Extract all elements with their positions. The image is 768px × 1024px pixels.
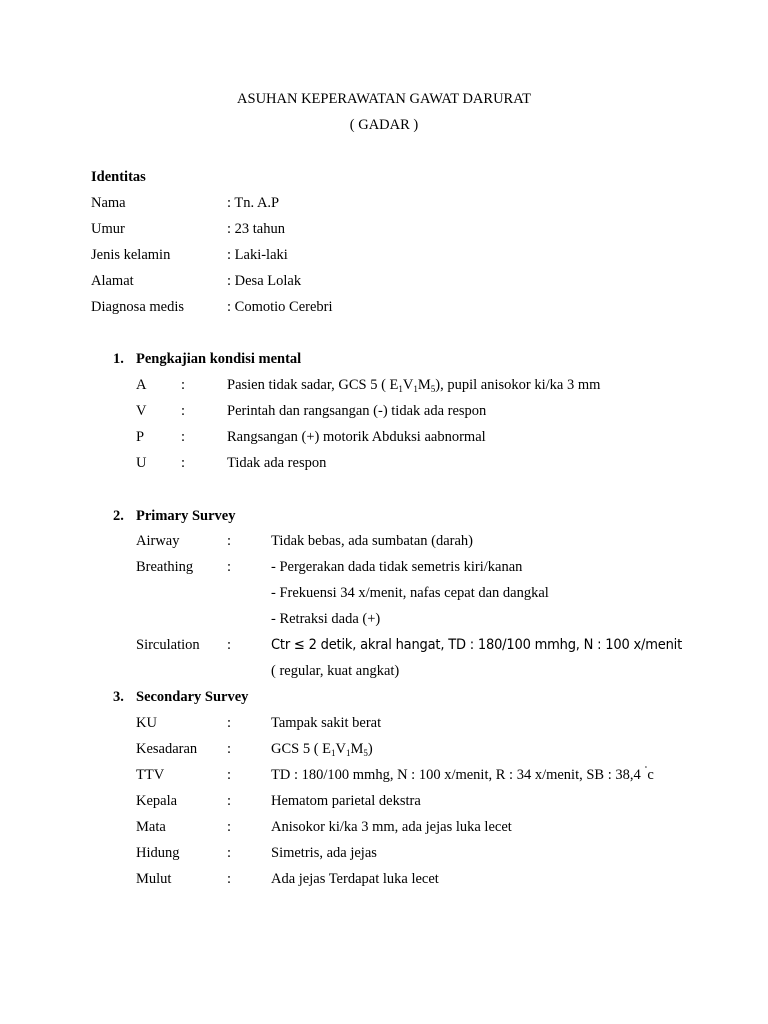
breathing-sep: : bbox=[227, 559, 232, 575]
section1-value-p: Rangsangan (+) motorik Abduksi aabnormal bbox=[227, 429, 486, 445]
identitas-label-alamat: Alamat bbox=[91, 273, 134, 289]
secondary-value-kesadaran: GCS 5 ( $E_1V_1M_5$) bbox=[271, 741, 373, 758]
section1-sep-a: : bbox=[181, 377, 186, 393]
section1-label-u: U bbox=[136, 455, 147, 471]
breathing-label: Breathing bbox=[136, 559, 194, 575]
secondary-sep-ttv: : bbox=[227, 767, 232, 783]
secondary-label-kesadaran: Kesadaran bbox=[136, 741, 198, 757]
sirculation-line2: ( regular, kuat angkat) bbox=[271, 663, 400, 679]
sirculation-line1: Ctr ≤ 2 detik, akral hangat, TD : 180/100 mmhg, N : 100 x/menit bbox=[271, 637, 683, 653]
document-title: ASUHAN KEPERAWATAN GAWAT DARURAT bbox=[237, 91, 531, 107]
airway-label: Airway bbox=[136, 533, 180, 549]
section2-number: 2. bbox=[113, 508, 124, 524]
secondary-label-mata: Mata bbox=[136, 819, 166, 835]
identitas-label-diagnosa: Diagnosa medis bbox=[91, 299, 185, 315]
secondary-sep-ku: : bbox=[227, 715, 232, 731]
secondary-label-ku: KU bbox=[136, 715, 157, 731]
secondary-sep-mulut: : bbox=[227, 871, 232, 887]
secondary-label-kepala: Kepala bbox=[136, 793, 178, 809]
secondary-label-mulut: Mulut bbox=[136, 871, 172, 887]
sirculation-label: Sirculation bbox=[136, 637, 200, 653]
breathing-line: - Pergerakan dada tidak semetris kiri/kanan bbox=[271, 559, 523, 575]
identitas-label-nama: Nama bbox=[91, 195, 126, 211]
secondary-value-ku: Tampak sakit berat bbox=[271, 715, 382, 731]
secondary-sep-kepala: : bbox=[227, 793, 232, 809]
section1-label-a: A bbox=[136, 377, 147, 393]
section3-heading: Secondary Survey bbox=[136, 689, 249, 705]
section1-number: 1. bbox=[113, 351, 124, 367]
identitas-label-umur: Umur bbox=[91, 221, 125, 237]
section1-label-v: V bbox=[136, 403, 147, 419]
section3-number: 3. bbox=[113, 689, 124, 705]
identitas-value-alamat: : Desa Lolak bbox=[227, 273, 302, 289]
identitas-heading: Identitas bbox=[91, 169, 146, 185]
section1-label-p: P bbox=[136, 429, 145, 445]
airway-sep: : bbox=[227, 533, 232, 549]
identitas-value-diagnosa: : Comotio Cerebri bbox=[227, 299, 333, 315]
section1-heading: Pengkajian kondisi mental bbox=[136, 351, 302, 367]
identitas-value-jenis-kelamin: : Laki-laki bbox=[227, 247, 288, 263]
secondary-sep-kesadaran: : bbox=[227, 741, 232, 757]
secondary-value-hidung: Simetris, ada jejas bbox=[271, 845, 377, 861]
identitas-value-umur: : 23 tahun bbox=[227, 221, 285, 237]
breathing-line: - Retraksi dada (+) bbox=[271, 611, 381, 627]
section1-value-a: Pasien tidak sadar, GCS 5 ( $E_1V_1M_5$), pupil anisokor ki/ka 3 mm bbox=[227, 377, 601, 394]
secondary-sep-hidung: : bbox=[227, 845, 232, 861]
secondary-label-ttv: TTV bbox=[136, 767, 165, 783]
identitas-label-jenis-kelamin: Jenis kelamin bbox=[91, 247, 171, 263]
section1-value-u: Tidak ada respon bbox=[227, 455, 327, 471]
secondary-value-kepala: Hematom parietal dekstra bbox=[271, 793, 421, 809]
sirculation-sep: : bbox=[227, 637, 232, 653]
section1-sep-p: : bbox=[181, 429, 186, 445]
section1-sep-v: : bbox=[181, 403, 186, 419]
airway-value: Tidak bebas, ada sumbatan (darah) bbox=[271, 533, 474, 549]
secondary-sep-mata: : bbox=[227, 819, 232, 835]
secondary-label-hidung: Hidung bbox=[136, 845, 180, 861]
section1-value-v: Perintah dan rangsangan (-) tidak ada respon bbox=[227, 403, 487, 419]
secondary-value-ttv: TD : 180/100 mmhg, N : 100 x/menit, R : 34 x/menit, SB : 38,4 ˚c bbox=[271, 765, 654, 783]
identitas-value-nama: : Tn. A.P bbox=[227, 195, 280, 211]
document-subtitle: ( GADAR ) bbox=[349, 117, 419, 133]
secondary-value-mata: Anisokor ki/ka 3 mm, ada jejas luka lecet bbox=[271, 819, 512, 835]
breathing-line: - Frekuensi 34 x/menit, nafas cepat dan dangkal bbox=[271, 585, 549, 601]
section2-heading: Primary Survey bbox=[136, 508, 236, 524]
secondary-value-mulut: Ada jejas Terdapat luka lecet bbox=[271, 871, 439, 887]
section1-sep-u: : bbox=[181, 455, 186, 471]
